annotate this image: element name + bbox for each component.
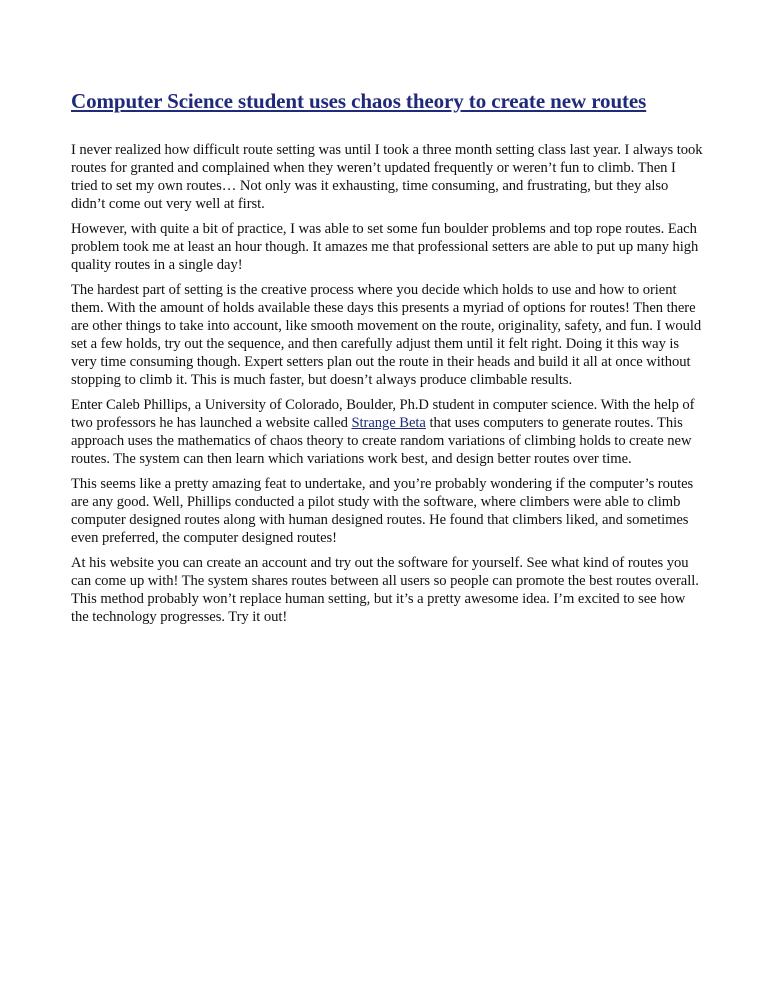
paragraph-1: I never realized how difficult route setting was until I took a three month setting class last year. I always took routes for granted and complained when they weren’t updated frequently or weren’t fun to climb. Then I tried to set my own routes… Not only was it exhausting, time consuming, and frustrating, but they also didn’t come out very well at first.	[71, 142, 703, 212]
paragraph-4	[71, 396, 705, 468]
document-page	[71, 88, 705, 633]
paragraph-6: At his website you can create an account and try out the software for yourself. See what kind of routes you can come up with! The system shares routes between all users so people can promote the best routes overall. This method probably won’t replace human setting, but it’s a pretty awesome idea. I’m excited to see how the technology progresses. Try it out!	[71, 555, 699, 625]
paragraph-2: However, with quite a bit of practice, I was able to set some fun boulder problems and top rope routes. Each problem took me at least an hour though. It amazes me that professional setters are able to put up many high quality routes in a single day!	[71, 221, 699, 273]
article-title[interactable]: Computer Science student uses chaos theory to create new routes	[71, 89, 647, 113]
paragraph-3: The hardest part of setting is the creative process where you decide which holds to use and how to orient them. With the amount of holds available these days this presents a myriad of options for routes! Then there are other things to take into account, like smooth movement on the route, originality, safety, and fun. I would set a few holds, try out the sequence, and then carefully adjust them until it felt right. Doing it this way is very time consuming though. Expert setters plan out the route in their heads and build it all at once without stopping to climb it. This is much faster, but doesn’t always produce climbable results.	[71, 282, 702, 388]
paragraph-4-text-after-link: that uses computers to generate routes. This approach uses the mathematics of chaos theory to create random variations of climbing holds to create new routes. The system can then learn which variations work best, and design better routes over time.	[71, 415, 692, 467]
strange-beta-link[interactable]: Strange Beta	[351, 415, 426, 431]
paragraph-4-text-before-link: Enter Caleb Phillips, a University of Colorado, Boulder, Ph.D student in computer science. With the help of two professors he has launched a website called	[71, 397, 695, 431]
paragraph-5: This seems like a pretty amazing feat to undertake, and you’re probably wondering if the computer’s routes are any good. Well, Phillips conducted a pilot study with the software, where climbers were able to climb computer designed routes along with human designed routes. He found that climbers liked, and sometimes even preferred, the computer designed routes!	[71, 476, 694, 546]
